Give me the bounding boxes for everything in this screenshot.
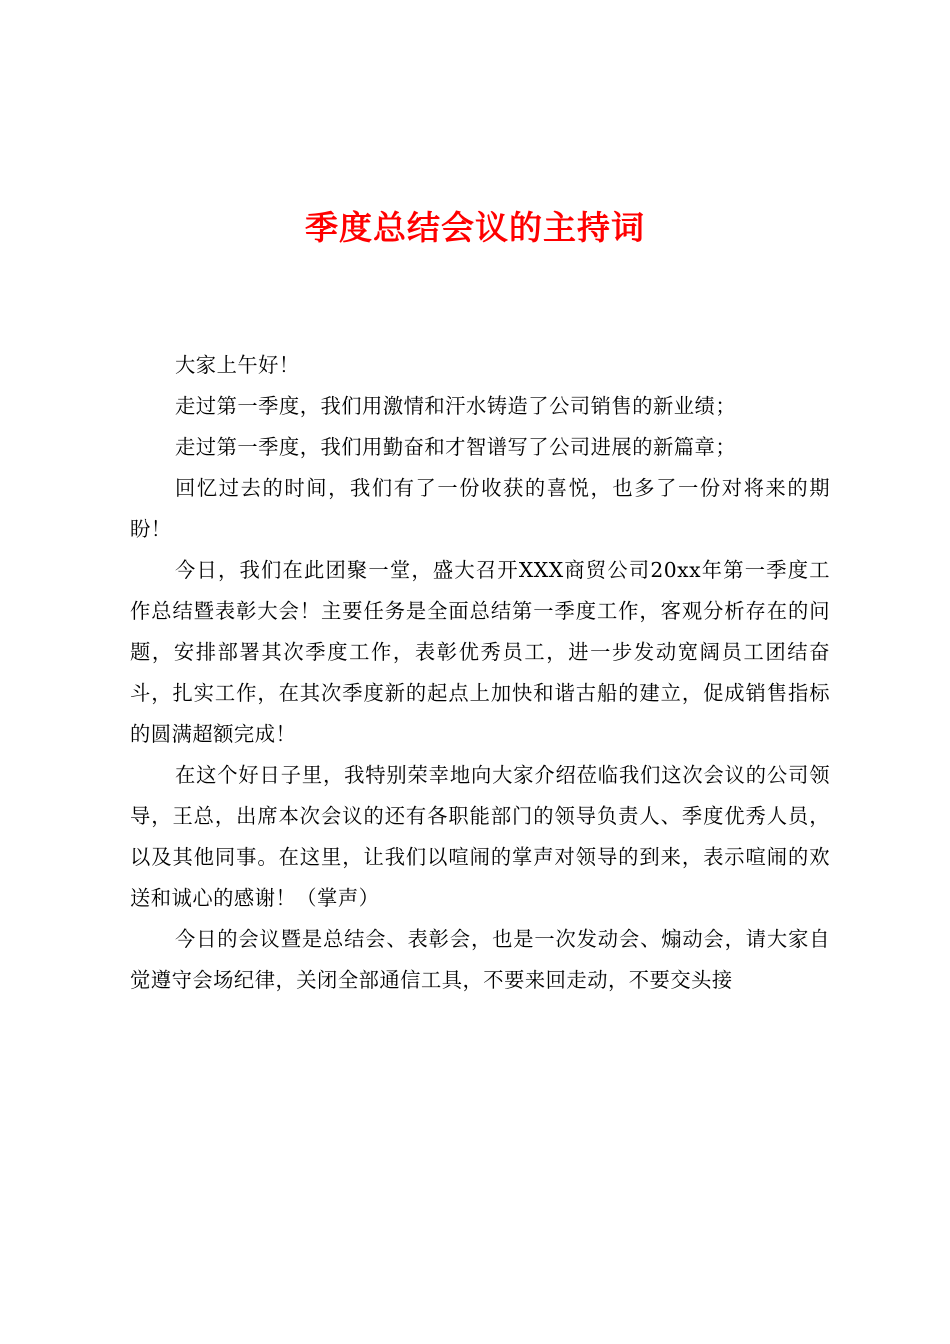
paragraph-new-chapter: 走过第一季度，我们用勤奋和才智谱写了公司进展的新篇章； [175,435,737,459]
paragraph-sales-achievement: 走过第一季度，我们用激情和汗水铸造了公司销售的新业绩； [175,394,737,418]
document-body [130,345,830,1001]
paragraph-looking-back: 回忆过去的时间，我们有了一份收获的喜悦，也多了一份对将来的期盼！ [130,476,830,541]
paragraph-leader-introduction: 在这个好日子里，我特别荣幸地向大家介绍莅临我们这次会议的公司领导，王总，出席本次会议的还有各职能部门的领导负责人、季度优秀人员，以及其他同事。在这里，让我们以喧闹的掌声对领导的到来，表示喧闹的欢送和诚心的感谢！（掌声） [130,763,830,910]
paragraph-greeting: 大家上午好！ [175,353,300,377]
document-title: 季度总结会议的主持词 [305,208,645,247]
paragraph-meeting-rules: 今日的会议暨是总结会、表彰会，也是一次发动会、煽动会，请大家自觉遵守会场纪律，关闭全部通信工具，不要来回走动，不要交头接 [130,927,830,992]
paragraph-meeting-purpose: 今日，我们在此团聚一堂，盛大召开XXX商贸公司20xx年第一季度工作总结暨表彰大会！主要任务是全面总结第一季度工作，客观分析存在的问题，安排部署其次季度工作，表彰优秀员工，进一步发动宽阔员工团结奋斗，扎实工作，在其次季度新的起点上加快和谐古船的建立，促成销售指标的圆满超额完成！ [130,558,831,746]
